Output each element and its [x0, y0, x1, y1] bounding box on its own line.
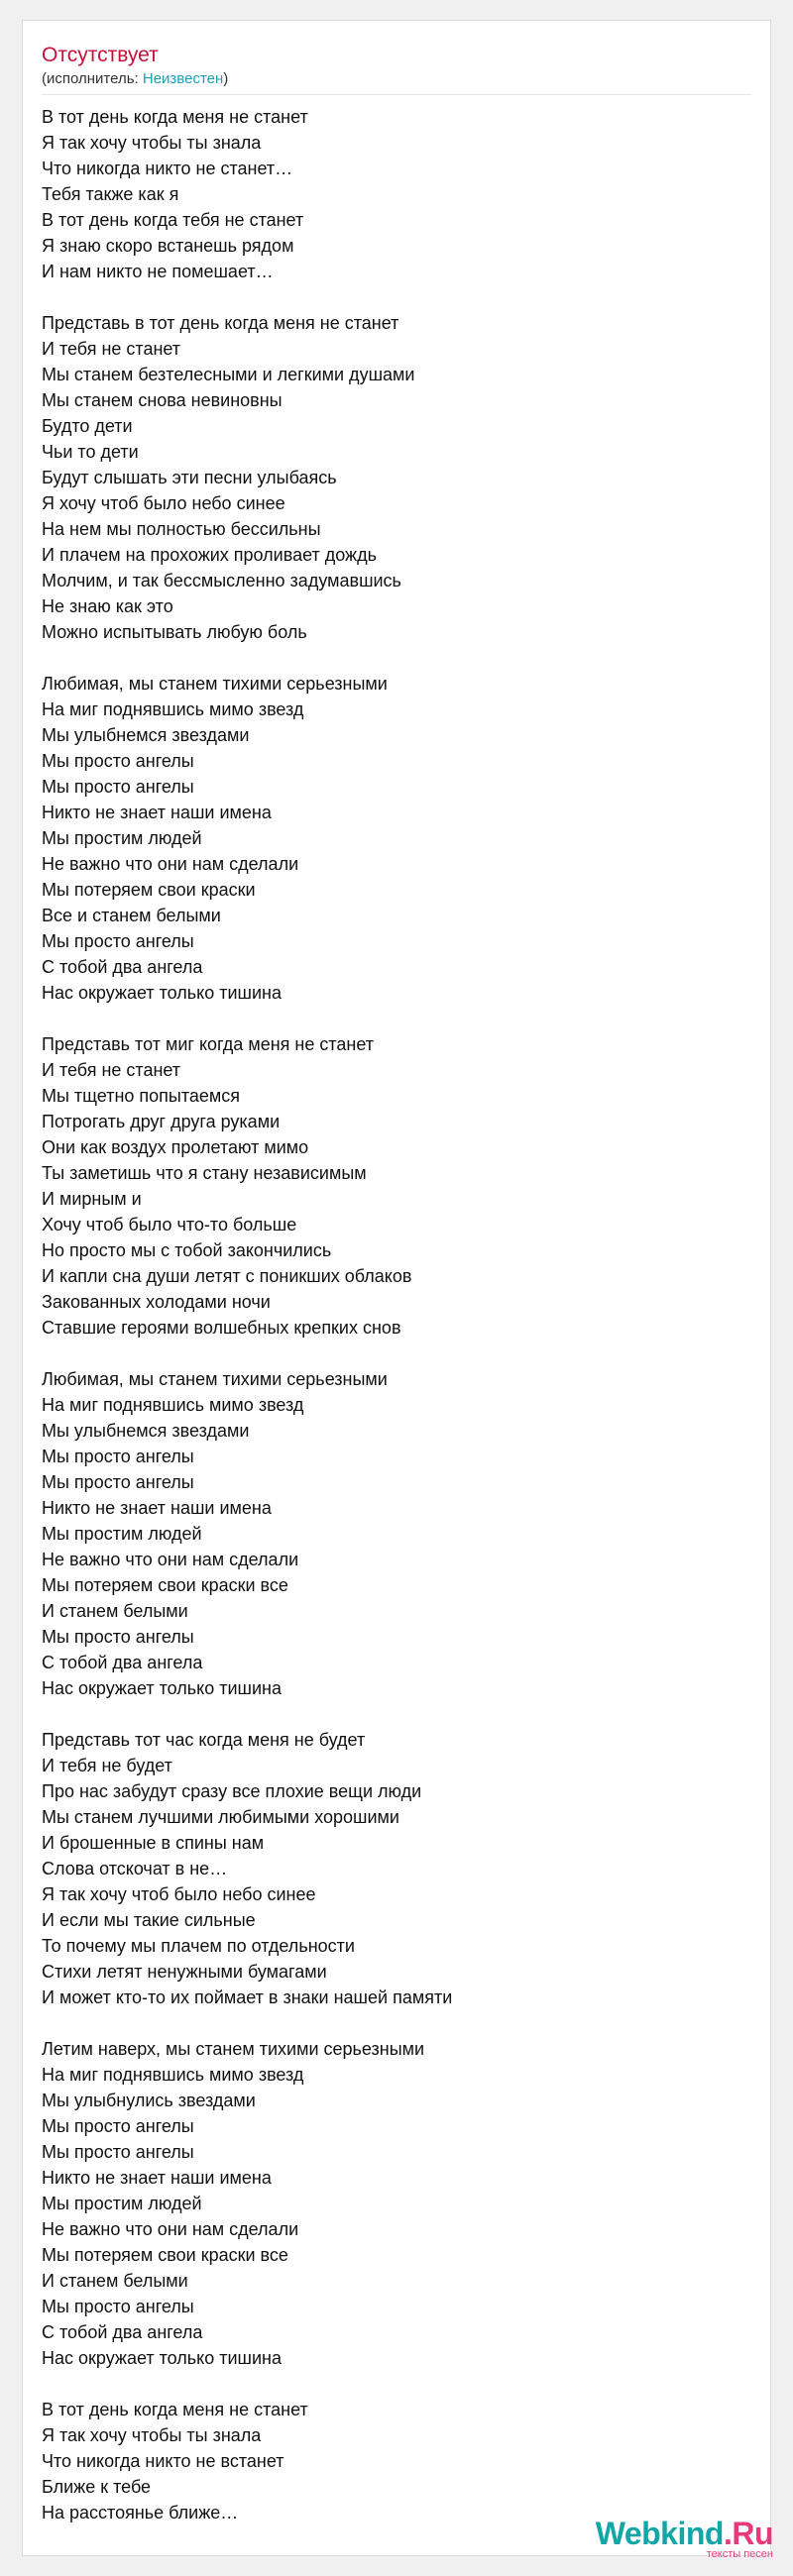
lyric-line: Любимая, мы станем тихими серьезными — [42, 1369, 388, 1389]
lyric-line: Стихи летят ненужными бумагами — [42, 1962, 327, 1982]
lyric-line: Мы станем безтелесными и легкими душами — [42, 365, 415, 384]
lyric-line: Ты заметишь что я стану независимым — [42, 1163, 367, 1183]
lyric-line: Любимая, мы станем тихими серьезными — [42, 674, 388, 694]
artist-line — [42, 69, 228, 89]
lyric-line: Не важно что они нам сделали — [42, 854, 299, 874]
stanza — [42, 1366, 736, 1701]
lyric-line: Будут слышать эти песни улыбаясь — [42, 468, 337, 487]
lyric-line: Мы улыбнулись звездами — [42, 2091, 256, 2110]
lyric-line: Я знаю скоро встанешь рядом — [42, 236, 294, 256]
lyric-line: Молчим, и так бессмысленно задумавшись — [42, 571, 401, 590]
lyric-line: Нас окружает только тишина — [42, 1678, 282, 1698]
lyric-line: Но просто мы с тобой закончились — [42, 1240, 332, 1260]
stanza — [42, 104, 736, 284]
lyric-line: И тебя не станет — [42, 339, 181, 359]
lyric-line: Мы улыбнемся звездами — [42, 1421, 250, 1441]
lyric-line: То почему мы плачем по отдельности — [42, 1936, 355, 1956]
stanza — [42, 671, 736, 1006]
lyric-line: Нас окружает только тишина — [42, 2348, 282, 2368]
lyric-line: Закованных холодами ночи — [42, 1292, 271, 1312]
logo-tld: .Ru — [723, 2516, 773, 2551]
lyric-line: Мы простим людей — [42, 1524, 202, 1544]
lyric-line: Они как воздух пролетают мимо — [42, 1137, 309, 1157]
stanza — [42, 2036, 736, 2371]
stanza — [42, 1727, 736, 2010]
lyric-line: Никто не знает наши имена — [42, 1498, 272, 1518]
lyric-line: Мы потеряем свои краски — [42, 880, 256, 900]
lyric-line: Ближе к тебе — [42, 2477, 152, 2497]
lyric-line: Ставшие героями волшебных крепких снов — [42, 1318, 401, 1338]
lyric-line: На миг поднявшись мимо звезд — [42, 2065, 304, 2085]
lyric-line: Мы просто ангелы — [42, 751, 194, 771]
lyrics-text — [42, 104, 736, 2551]
lyric-line: Будто дети — [42, 416, 133, 436]
lyric-line: И может кто-то их поймает в знаки нашей памяти — [42, 1987, 453, 2007]
lyric-line: Мы просто ангелы — [42, 2142, 194, 2162]
lyric-line: Что никогда никто не встанет — [42, 2451, 284, 2471]
lyric-line: Все и станем белыми — [42, 906, 221, 925]
lyric-line: Слова отскочат в не… — [42, 1859, 228, 1878]
lyric-line: Не знаю как это — [42, 596, 173, 616]
lyric-line: Мы тщетно попытаемся — [42, 1086, 241, 1106]
artist-prefix: (исполнитель: — [42, 70, 143, 87]
lyric-line: Никто не знает наши имена — [42, 2168, 272, 2188]
lyric-line: Я так хочу чтоб было небо синее — [42, 1884, 316, 1904]
logo-tagline: тексты песен — [706, 2548, 773, 2560]
lyric-line: Не важно что они нам сделали — [42, 1550, 299, 1569]
logo-name: Webkind — [595, 2516, 724, 2551]
lyric-line: Что никогда никто не станет… — [42, 159, 293, 178]
lyric-line: Потрогать друг друга руками — [42, 1112, 281, 1131]
lyric-line: И тебя не будет — [42, 1756, 172, 1775]
lyric-line: Мы простим людей — [42, 828, 202, 848]
stanza — [42, 1031, 736, 1341]
lyric-line: Мы просто ангелы — [42, 1472, 194, 1492]
lyric-line: Нас окружает только тишина — [42, 983, 282, 1003]
lyric-line: Мы станем снова невиновны — [42, 390, 283, 410]
lyric-line: И станем белыми — [42, 2271, 188, 2291]
lyric-line: Мы просто ангелы — [42, 931, 194, 951]
lyric-line: И станем белыми — [42, 1601, 188, 1621]
lyric-line: На нем мы полностью бессильны — [42, 519, 321, 539]
lyric-line: И мирным и — [42, 1189, 142, 1209]
lyric-line: На расстоянье ближе… — [42, 2503, 239, 2522]
lyric-line: И если мы такие сильные — [42, 1910, 256, 1930]
lyric-line: Представь тот час когда меня не будет — [42, 1730, 366, 1750]
lyric-line: В тот день когда меня не станет — [42, 2400, 308, 2419]
lyric-line: Я так хочу чтобы ты знала — [42, 133, 262, 153]
lyric-line: Я так хочу чтобы ты знала — [42, 2425, 262, 2445]
lyric-line: В тот день когда меня не станет — [42, 107, 308, 127]
lyric-line: Чьи то дети — [42, 442, 139, 462]
lyric-line: Мы станем лучшими любимыми хорошими — [42, 1807, 399, 1827]
header-divider — [42, 94, 751, 95]
lyric-line: Представь тот миг когда меня не станет — [42, 1034, 374, 1054]
lyric-line: Никто не знает наши имена — [42, 803, 272, 822]
lyric-line: С тобой два ангела — [42, 1653, 203, 1672]
lyric-line: И тебя не станет — [42, 1060, 181, 1080]
lyric-line: Мы простим людей — [42, 2194, 202, 2213]
lyric-line: Мы потеряем свои краски все — [42, 2245, 288, 2265]
lyric-line: Летим наверх, мы станем тихими серьезными — [42, 2039, 425, 2059]
logo-wordmark — [596, 2517, 773, 2550]
site-logo[interactable] — [596, 2517, 773, 2560]
lyric-line: Мы потеряем свои краски все — [42, 1575, 288, 1595]
stanza — [42, 2397, 736, 2525]
lyric-line: С тобой два ангела — [42, 957, 203, 977]
lyric-line: Мы просто ангелы — [42, 1627, 194, 1647]
lyric-line: Мы просто ангелы — [42, 2297, 194, 2316]
lyric-line: С тобой два ангела — [42, 2322, 203, 2342]
lyrics-card — [22, 20, 771, 2556]
lyric-line: Мы просто ангелы — [42, 1447, 194, 1466]
artist-suffix: ) — [223, 70, 229, 87]
lyric-line: И капли сна души летят с поникших облаков — [42, 1266, 412, 1286]
song-title: Отсутствует — [42, 44, 159, 66]
lyric-line: Мы просто ангелы — [42, 2116, 194, 2136]
lyric-line: Я хочу чтоб было небо синее — [42, 493, 285, 513]
lyric-line: Представь в тот день когда меня не станет — [42, 313, 399, 333]
lyric-line: Можно испытывать любую боль — [42, 622, 307, 642]
lyric-line: И нам никто не помешает… — [42, 262, 274, 281]
lyric-line: Мы просто ангелы — [42, 777, 194, 797]
lyric-line: Не важно что они нам сделали — [42, 2219, 299, 2239]
lyric-line: Мы улыбнемся звездами — [42, 725, 250, 745]
lyric-line: Тебя также как я — [42, 184, 179, 204]
lyric-line: На миг поднявшись мимо звезд — [42, 1395, 304, 1415]
lyric-line: И плачем на прохожих проливает дождь — [42, 545, 377, 565]
lyric-line: В тот день когда тебя не станет — [42, 210, 304, 230]
lyric-line: И брошенные в спины нам — [42, 1833, 265, 1853]
lyric-line: Про нас забудут сразу все плохие вещи люди — [42, 1781, 422, 1801]
lyric-line: Хочу чтоб было что-то больше — [42, 1215, 297, 1234]
lyric-line: На миг поднявшись мимо звезд — [42, 699, 304, 719]
artist-link[interactable]: Неизвестен — [142, 70, 224, 87]
stanza — [42, 310, 736, 645]
